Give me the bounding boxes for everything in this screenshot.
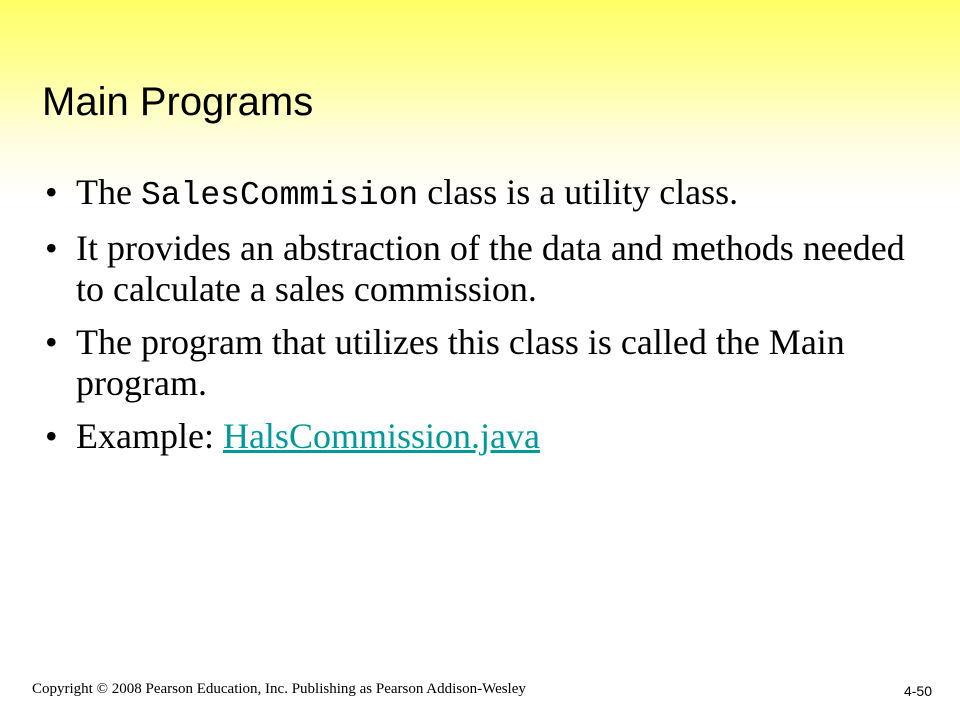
- bullet-item: [45, 172, 925, 216]
- bullet-item: [45, 416, 925, 457]
- bullet-marker: •: [45, 228, 58, 268]
- example-label: Example:: [76, 416, 223, 456]
- bullet-text: It provides an abstraction of the data and methods needed to calculate a sales commission.: [76, 228, 905, 309]
- class-name-code: SalesCommision: [140, 177, 419, 214]
- bullet-marker: •: [45, 322, 58, 362]
- bullet-text-after: class is a utility class.: [418, 172, 739, 212]
- page-number: 4-50: [903, 683, 932, 699]
- bullet-text-before: The: [76, 172, 141, 212]
- bullet-list: [45, 172, 925, 469]
- slide-title: Main Programs: [42, 80, 314, 124]
- example-file-link[interactable]: HalsCommission.java: [222, 416, 540, 456]
- copyright-footer: Copyright © 2008 Pearson Education, Inc. Publishing as Pearson Addison-Wesley: [32, 681, 526, 697]
- bullet-item: [45, 322, 925, 404]
- bullet-marker: •: [45, 172, 58, 212]
- bullet-marker: •: [45, 416, 58, 456]
- bullet-item: [45, 228, 925, 310]
- bullet-text: The program that utilizes this class is called the Main program.: [76, 322, 845, 403]
